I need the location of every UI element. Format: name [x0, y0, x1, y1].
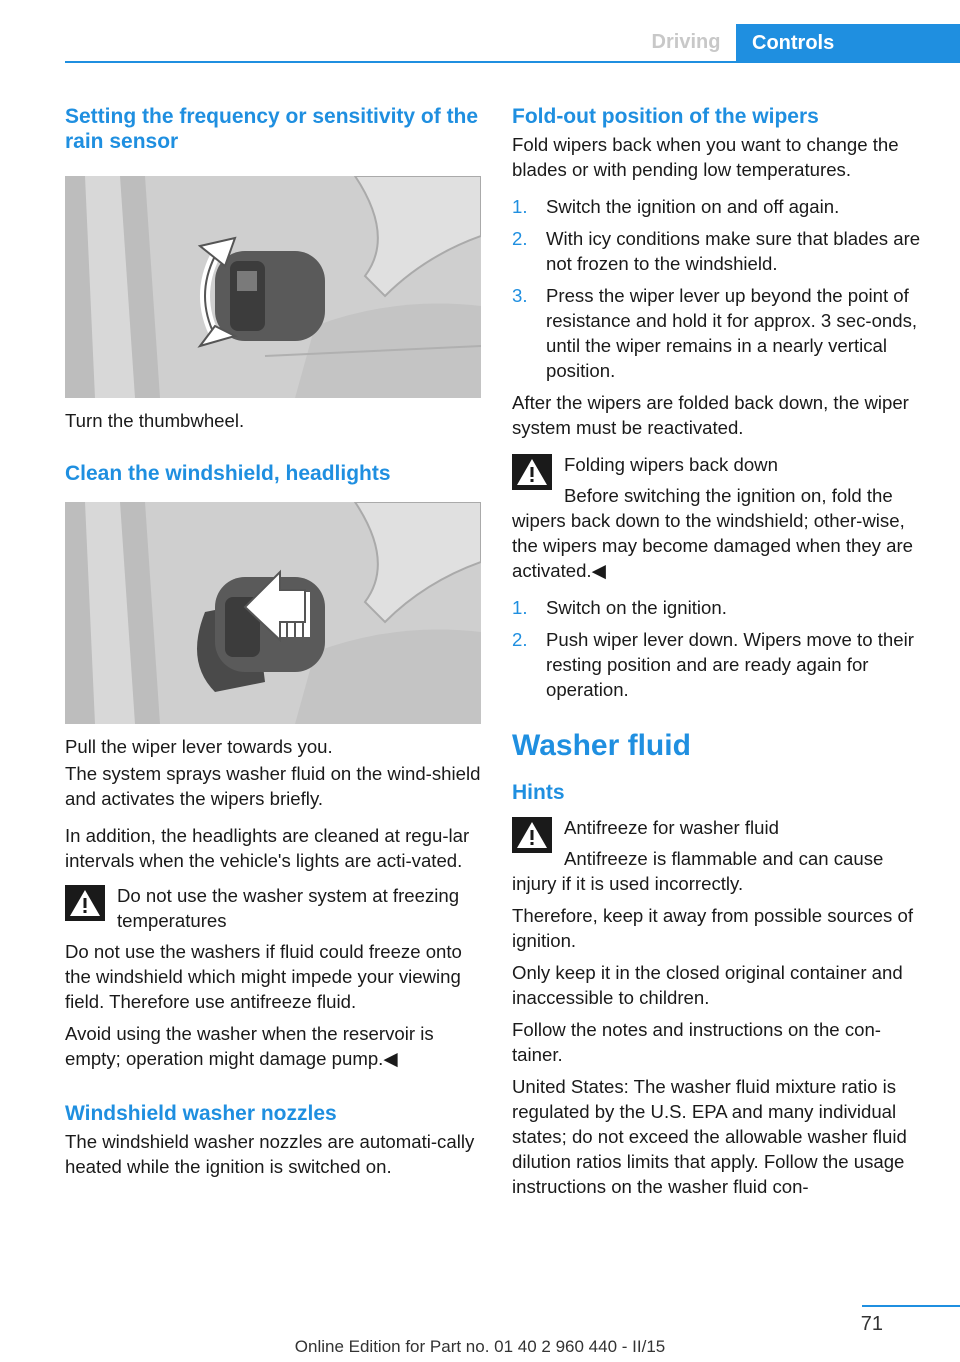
warning-antifreeze-body: Antifreeze is flammable and can cause injury if it is used incorrectly. [512, 848, 884, 894]
p-pull-lever: Pull the wiper lever towards you. [65, 736, 333, 757]
list-item: 2. Push wiper lever down. Wipers move to their resting position and are ready again for operation. [512, 629, 914, 700]
wiper-lever-image [65, 502, 481, 724]
wiper-lever-illustration [65, 502, 481, 724]
p-original-container: Only keep it in the closed original container and inaccessible to children. [512, 962, 903, 1008]
warning-triangle-icon [512, 454, 552, 490]
list-item: 2. With icy conditions make sure that blades are not frozen to the windshield. [512, 228, 921, 274]
warning-folding-body: Before switching the ignition on, fold the wipers back down to the windshield; other‐wise, the wipers may become damaged when they are activated.◀ [512, 485, 914, 581]
list-item: 1. Switch the ignition on and off again. [512, 196, 840, 217]
header-rule [65, 61, 960, 63]
heading-clean-windshield: Clean the windshield, headlights [65, 462, 391, 485]
thumbwheel-image [65, 176, 481, 398]
warning-folding-wipers [512, 452, 930, 583]
caption-thumbwheel: Turn the thumbwheel. [65, 410, 245, 431]
heading-rain-sensor: Setting the frequency or sensitivity of the rain sensor [65, 105, 479, 153]
page-header [0, 0, 960, 62]
footer-rule [862, 1305, 960, 1307]
p-keep-away: Therefore, keep it away from possible sources of ignition. [512, 905, 913, 951]
steps-foldout [512, 194, 930, 383]
warning-antifreeze-title: Antifreeze for washer fluid [564, 817, 779, 838]
tab-controls[interactable]: Controls [736, 24, 960, 62]
steps-reactivate [512, 595, 930, 702]
heading-washer-nozzles: Windshield washer nozzles [65, 1102, 337, 1125]
page-number: 71 [860, 1313, 883, 1335]
p-foldout: Fold wipers back when you want to change the blades or with pending low temperatures. [512, 134, 899, 180]
p-after-folded: After the wipers are folded back down, the wiper system must be reactivated. [512, 392, 909, 438]
thumbwheel-illustration [65, 176, 481, 398]
p-nozzles-heated: The windshield washer nozzles are automati‐cally heated while the ignition is switched on. [65, 1131, 475, 1177]
footer-edition: Online Edition for Part no. 01 40 2 960 440 - II/15 [294, 1337, 666, 1356]
heading-foldout-position: Fold-out position of the wipers [512, 105, 819, 128]
right-column [512, 100, 930, 1199]
warning-triangle-icon [65, 885, 105, 921]
warning-triangle-icon [512, 817, 552, 853]
warning-freezing [65, 883, 481, 1071]
p-system-sprays: The system sprays washer fluid on the wind‐shield and activates the wipers briefly. [65, 763, 481, 809]
p-follow-notes: Follow the notes and instructions on the con‐tainer. [512, 1019, 881, 1065]
list-item: 3. Press the wiper lever up beyond the point of resistance and hold it for approx. 3 sec‐onds, until the wiper remains in a nearly vertical position. [512, 285, 918, 381]
warning-freezing-title: Do not use the washer system at freezing temperatures [117, 885, 460, 931]
list-item: 1. Switch on the ignition. [512, 597, 727, 618]
p-headlights-cleaned: In addition, the headlights are cleaned at regu‐lar intervals when the vehicle's lights are acti‐vated. [65, 825, 470, 871]
heading-washer-fluid: Washer fluid [512, 729, 691, 762]
tab-driving[interactable]: Driving [651, 31, 721, 53]
left-column [65, 100, 481, 1179]
heading-hints: Hints [512, 781, 565, 804]
warning-folding-title: Folding wipers back down [564, 454, 778, 475]
warning-freezing-p1: Do not use the washers if fluid could freeze onto the windshield which might impede your viewing field. Therefore use antifreeze fluid. [65, 941, 462, 1012]
warning-freezing-p2: Avoid using the washer when the reservoir is empty; operation might damage pump.◀ [65, 1023, 434, 1069]
warning-antifreeze [512, 815, 930, 896]
p-united-states: United States: The washer fluid mixture ratio is regulated by the U.S. EPA and many individual states; do not exceed the allowable washer fluid dilution ratios limits that apply. Follow the usage instructions on the washer fluid con‐ [512, 1076, 907, 1197]
